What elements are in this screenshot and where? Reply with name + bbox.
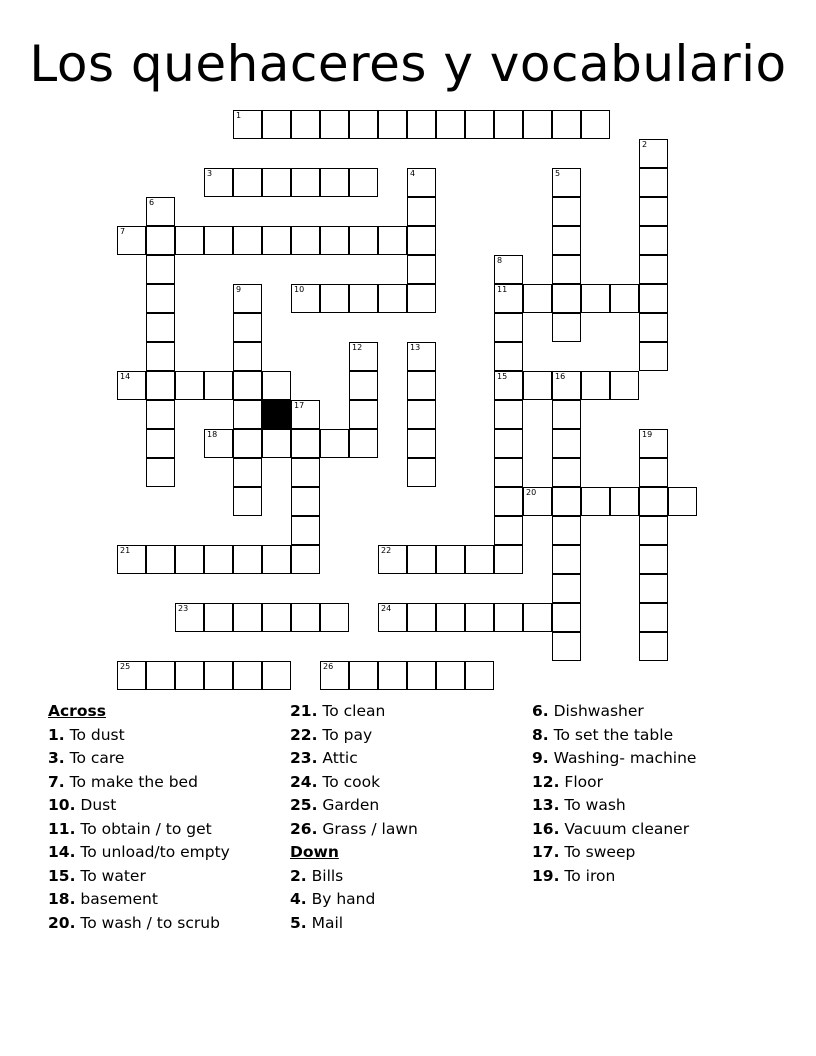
grid-cell[interactable] xyxy=(552,400,581,429)
grid-cell[interactable] xyxy=(407,429,436,458)
grid-cell[interactable] xyxy=(639,429,668,458)
clue-item-number: 2. xyxy=(290,866,307,885)
grid-cell[interactable] xyxy=(146,400,175,429)
grid-cell[interactable] xyxy=(233,342,262,371)
grid-cell[interactable] xyxy=(494,603,523,632)
grid-cell[interactable] xyxy=(175,371,204,400)
grid-cell[interactable] xyxy=(552,603,581,632)
clue-item-text: Floor xyxy=(564,772,603,791)
grid-cell[interactable] xyxy=(639,168,668,197)
clue-item-text: Garden xyxy=(322,796,380,814)
clue-number: 3 xyxy=(207,169,213,178)
grid-cell[interactable] xyxy=(494,342,523,371)
grid-cell[interactable] xyxy=(204,603,233,632)
clue-item-number: 6. xyxy=(532,702,549,720)
grid-cell[interactable] xyxy=(320,661,349,690)
clue-number: 12 xyxy=(352,343,363,352)
clue-number: 22 xyxy=(381,546,392,555)
grid-cell[interactable] xyxy=(523,371,552,400)
clue-item-number: 26. xyxy=(290,819,318,838)
clue-number: 1 xyxy=(236,111,242,120)
clue-item xyxy=(290,888,418,912)
grid-cell[interactable] xyxy=(407,110,436,139)
clue-item xyxy=(532,771,696,795)
grid-cell[interactable] xyxy=(262,429,291,458)
clue-item-number: 12. xyxy=(532,772,560,791)
clue-item xyxy=(48,818,230,842)
clue-item-number: 13. xyxy=(532,796,560,814)
grid-cell[interactable] xyxy=(320,603,349,632)
grid-cell[interactable] xyxy=(291,284,320,313)
grid-cell[interactable] xyxy=(581,487,610,516)
clue-item-number: 5. xyxy=(290,913,307,932)
grid-block xyxy=(262,400,291,429)
clue-item xyxy=(532,794,696,818)
clue-number: 17 xyxy=(294,401,305,410)
grid-cell[interactable] xyxy=(552,545,581,574)
grid-cell[interactable] xyxy=(291,545,320,574)
grid-cell[interactable] xyxy=(291,487,320,516)
grid-cell[interactable] xyxy=(204,168,233,197)
clue-item-text: To clean xyxy=(322,702,386,720)
clue-item xyxy=(532,747,696,771)
grid-cell[interactable] xyxy=(552,197,581,226)
clue-item-number: 18. xyxy=(48,890,76,908)
grid-cell[interactable] xyxy=(175,226,204,255)
grid-cell[interactable] xyxy=(320,226,349,255)
grid-cell[interactable] xyxy=(552,487,581,516)
grid-cell[interactable] xyxy=(349,429,378,458)
grid-cell[interactable] xyxy=(407,197,436,226)
clue-number: 4 xyxy=(410,169,416,178)
clue-item-number: 20. xyxy=(48,913,76,932)
grid-cell[interactable] xyxy=(291,110,320,139)
clue-number: 2 xyxy=(642,140,648,149)
grid-cell[interactable] xyxy=(349,226,378,255)
clue-item-text: To cook xyxy=(322,772,381,791)
grid-cell[interactable] xyxy=(581,371,610,400)
grid-cell[interactable] xyxy=(407,255,436,284)
grid-cell[interactable] xyxy=(146,313,175,342)
grid-cell[interactable] xyxy=(639,632,668,661)
grid-cell[interactable] xyxy=(639,487,668,516)
grid-cell[interactable] xyxy=(233,400,262,429)
grid-cell[interactable] xyxy=(639,574,668,603)
grid-cell[interactable] xyxy=(378,110,407,139)
grid-cell[interactable] xyxy=(262,661,291,690)
clue-item xyxy=(290,700,418,724)
grid-cell[interactable] xyxy=(552,516,581,545)
clue-number: 16 xyxy=(555,372,566,381)
grid-cell[interactable] xyxy=(262,545,291,574)
clue-item-number: 17. xyxy=(532,843,560,861)
clue-item xyxy=(48,888,230,912)
grid-cell[interactable] xyxy=(233,313,262,342)
grid-cell[interactable] xyxy=(262,371,291,400)
clue-item-number: 10. xyxy=(48,796,76,814)
clue-number: 7 xyxy=(120,227,126,236)
grid-cell[interactable] xyxy=(233,661,262,690)
clue-item-text: To pay xyxy=(322,725,373,744)
clue-item xyxy=(532,865,696,889)
clue-number: 15 xyxy=(497,372,508,381)
grid-cell[interactable] xyxy=(668,487,697,516)
grid-cell[interactable] xyxy=(436,603,465,632)
clue-number: 10 xyxy=(294,285,305,294)
clue-item xyxy=(290,771,418,795)
grid-cell[interactable] xyxy=(407,226,436,255)
grid-cell[interactable] xyxy=(639,603,668,632)
grid-cell[interactable] xyxy=(639,226,668,255)
clue-item xyxy=(48,912,230,936)
clue-number: 26 xyxy=(323,662,334,671)
clue-item-text: To dust xyxy=(69,725,125,744)
grid-cell[interactable] xyxy=(204,371,233,400)
grid-cell[interactable] xyxy=(494,255,523,284)
grid-cell[interactable] xyxy=(146,255,175,284)
clues-column-2 xyxy=(290,700,418,935)
grid-cell[interactable] xyxy=(494,429,523,458)
clues-column-1 xyxy=(48,700,230,935)
grid-cell[interactable] xyxy=(552,313,581,342)
clue-item xyxy=(48,747,230,771)
clue-item xyxy=(290,865,418,889)
grid-cell[interactable] xyxy=(407,371,436,400)
clue-item-number: 14. xyxy=(48,843,76,861)
grid-cell[interactable] xyxy=(639,516,668,545)
grid-cell[interactable] xyxy=(262,226,291,255)
clue-item-text: To make the bed xyxy=(69,772,198,791)
grid-cell[interactable] xyxy=(407,545,436,574)
grid-cell[interactable] xyxy=(291,429,320,458)
clue-item-number: 25. xyxy=(290,796,318,814)
grid-cell[interactable] xyxy=(494,371,523,400)
grid-cell[interactable] xyxy=(552,284,581,313)
clue-item-text: To obtain / to get xyxy=(80,819,212,838)
grid-cell[interactable] xyxy=(233,603,262,632)
grid-cell[interactable] xyxy=(610,284,639,313)
grid-cell[interactable] xyxy=(146,342,175,371)
grid-cell[interactable] xyxy=(146,458,175,487)
grid-cell[interactable] xyxy=(146,226,175,255)
grid-cell[interactable] xyxy=(320,110,349,139)
grid-cell[interactable] xyxy=(349,284,378,313)
clue-item-text: To iron xyxy=(564,866,616,885)
clue-item xyxy=(532,841,696,865)
clue-item-number: 16. xyxy=(532,819,560,838)
down-header: Down xyxy=(290,843,339,861)
clue-item-text: By hand xyxy=(311,890,376,908)
grid-cell[interactable] xyxy=(349,110,378,139)
clue-item-text: To unload/to empty xyxy=(80,843,230,861)
clue-item-number: 7. xyxy=(48,772,65,791)
clue-number: 21 xyxy=(120,546,131,555)
grid-cell[interactable] xyxy=(552,458,581,487)
grid-cell[interactable] xyxy=(233,110,262,139)
clue-item-number: 15. xyxy=(48,866,76,885)
grid-cell[interactable] xyxy=(233,284,262,313)
clue-item xyxy=(48,724,230,748)
clue-number: 18 xyxy=(207,430,218,439)
clue-item-text: To care xyxy=(69,749,125,767)
clue-item-text: To wash / to scrub xyxy=(80,913,220,932)
clue-item-text: Grass / lawn xyxy=(322,819,418,838)
clue-item-text: To set the table xyxy=(553,725,674,744)
clue-number: 11 xyxy=(497,285,508,294)
clue-number: 5 xyxy=(555,169,561,178)
clue-number: 19 xyxy=(642,430,653,439)
grid-cell[interactable] xyxy=(378,603,407,632)
grid-cell[interactable] xyxy=(552,110,581,139)
grid-cell[interactable] xyxy=(581,284,610,313)
clue-item-text: Mail xyxy=(311,913,344,932)
clue-item xyxy=(532,724,696,748)
grid-cell[interactable] xyxy=(291,516,320,545)
grid-cell[interactable] xyxy=(204,545,233,574)
clue-item-number: 23. xyxy=(290,749,318,767)
grid-cell[interactable] xyxy=(233,226,262,255)
clue-item-number: 24. xyxy=(290,772,318,791)
grid-cell[interactable] xyxy=(378,661,407,690)
grid-cell[interactable] xyxy=(320,284,349,313)
grid-cell[interactable] xyxy=(407,603,436,632)
grid-cell[interactable] xyxy=(436,661,465,690)
grid-cell[interactable] xyxy=(175,661,204,690)
clue-item xyxy=(48,865,230,889)
grid-cell[interactable] xyxy=(146,371,175,400)
grid-cell[interactable] xyxy=(639,139,668,168)
clue-item xyxy=(290,724,418,748)
clue-number: 23 xyxy=(178,604,189,613)
grid-cell[interactable] xyxy=(494,110,523,139)
grid-cell[interactable] xyxy=(233,168,262,197)
clue-item-text: Attic xyxy=(322,749,358,767)
grid-cell[interactable] xyxy=(204,661,233,690)
grid-cell[interactable] xyxy=(523,603,552,632)
clue-item xyxy=(290,747,418,771)
grid-cell[interactable] xyxy=(320,429,349,458)
grid-cell[interactable] xyxy=(494,516,523,545)
clue-item-text: Dishwasher xyxy=(553,702,644,720)
clue-item-text: Dust xyxy=(80,796,117,814)
grid-cell[interactable] xyxy=(233,371,262,400)
grid-cell[interactable] xyxy=(465,545,494,574)
clue-number: 9 xyxy=(236,285,242,294)
grid-cell[interactable] xyxy=(349,400,378,429)
grid-cell[interactable] xyxy=(610,487,639,516)
grid-cell[interactable] xyxy=(262,168,291,197)
grid-cell[interactable] xyxy=(639,458,668,487)
grid-cell[interactable] xyxy=(407,284,436,313)
clue-item-text: Bills xyxy=(311,866,344,885)
grid-cell[interactable] xyxy=(494,545,523,574)
grid-cell[interactable] xyxy=(204,429,233,458)
grid-cell[interactable] xyxy=(552,168,581,197)
grid-cell[interactable] xyxy=(378,226,407,255)
grid-cell[interactable] xyxy=(523,284,552,313)
grid-cell[interactable] xyxy=(378,284,407,313)
clue-number: 14 xyxy=(120,372,131,381)
clue-number: 6 xyxy=(149,198,155,207)
clue-item xyxy=(48,794,230,818)
grid-cell[interactable] xyxy=(175,603,204,632)
grid-cell[interactable] xyxy=(639,197,668,226)
grid-cell[interactable] xyxy=(552,632,581,661)
grid-cell[interactable] xyxy=(436,110,465,139)
clue-item-number: 3. xyxy=(48,749,65,767)
clue-item xyxy=(290,794,418,818)
across-header: Across xyxy=(48,702,106,720)
grid-cell[interactable] xyxy=(552,255,581,284)
grid-cell[interactable] xyxy=(407,342,436,371)
grid-cell[interactable] xyxy=(204,226,233,255)
grid-cell[interactable] xyxy=(407,400,436,429)
grid-cell[interactable] xyxy=(523,110,552,139)
grid-cell[interactable] xyxy=(291,168,320,197)
grid-cell[interactable] xyxy=(320,168,349,197)
grid-cell[interactable] xyxy=(175,545,204,574)
clue-item-text: basement xyxy=(80,890,158,908)
clue-item xyxy=(532,700,696,724)
grid-cell[interactable] xyxy=(117,371,146,400)
clue-item-number: 4. xyxy=(290,890,307,908)
grid-cell[interactable] xyxy=(349,371,378,400)
grid-cell[interactable] xyxy=(610,371,639,400)
page-title: Los quehaceres y vocabulario xyxy=(29,35,787,93)
clue-item-text: Vacuum cleaner xyxy=(564,819,690,838)
clue-item-number: 1. xyxy=(48,725,65,744)
grid-cell[interactable] xyxy=(552,574,581,603)
grid-cell[interactable] xyxy=(146,429,175,458)
grid-cell[interactable] xyxy=(233,545,262,574)
grid-cell[interactable] xyxy=(407,168,436,197)
grid-cell[interactable] xyxy=(639,342,668,371)
clue-item xyxy=(290,818,418,842)
grid-cell[interactable] xyxy=(233,429,262,458)
clue-number: 24 xyxy=(381,604,392,613)
grid-cell[interactable] xyxy=(378,545,407,574)
clue-item xyxy=(290,912,418,936)
grid-cell[interactable] xyxy=(233,487,262,516)
grid-cell[interactable] xyxy=(291,458,320,487)
grid-cell[interactable] xyxy=(639,313,668,342)
clue-item-number: 19. xyxy=(532,866,560,885)
clue-item xyxy=(48,771,230,795)
clue-item-text: To sweep xyxy=(564,843,636,861)
clue-item xyxy=(48,841,230,865)
grid-cell[interactable] xyxy=(494,313,523,342)
grid-cell[interactable] xyxy=(291,400,320,429)
clue-item-number: 22. xyxy=(290,725,318,744)
grid-cell[interactable] xyxy=(349,342,378,371)
grid-cell[interactable] xyxy=(349,661,378,690)
grid-cell[interactable] xyxy=(407,661,436,690)
clue-item-number: 9. xyxy=(532,749,549,767)
grid-cell[interactable] xyxy=(349,168,378,197)
grid-cell[interactable] xyxy=(436,545,465,574)
grid-cell[interactable] xyxy=(581,110,610,139)
clue-number: 20 xyxy=(526,488,537,497)
clue-number: 25 xyxy=(120,662,131,671)
grid-cell[interactable] xyxy=(494,284,523,313)
grid-cell[interactable] xyxy=(233,458,262,487)
clue-number: 13 xyxy=(410,343,421,352)
clue-item xyxy=(532,818,696,842)
grid-cell[interactable] xyxy=(552,429,581,458)
grid-cell[interactable] xyxy=(494,458,523,487)
grid-cell[interactable] xyxy=(291,603,320,632)
grid-cell[interactable] xyxy=(465,110,494,139)
grid-cell[interactable] xyxy=(117,545,146,574)
grid-cell[interactable] xyxy=(146,197,175,226)
clue-item-text: Washing- machine xyxy=(553,749,697,767)
grid-cell[interactable] xyxy=(465,603,494,632)
grid-cell[interactable] xyxy=(146,284,175,313)
clue-item-number: 8. xyxy=(532,725,549,744)
grid-cell[interactable] xyxy=(552,371,581,400)
grid-cell[interactable] xyxy=(494,487,523,516)
grid-cell[interactable] xyxy=(146,661,175,690)
grid-cell[interactable] xyxy=(552,226,581,255)
clue-item-number: 11. xyxy=(48,819,76,838)
clue-number: 8 xyxy=(497,256,503,265)
grid-cell[interactable] xyxy=(262,110,291,139)
grid-cell[interactable] xyxy=(639,255,668,284)
grid-cell[interactable] xyxy=(523,487,552,516)
grid-cell[interactable] xyxy=(117,661,146,690)
clue-item-text: To wash xyxy=(564,796,626,814)
grid-cell[interactable] xyxy=(494,400,523,429)
clue-item-number: 21. xyxy=(290,702,318,720)
grid-cell[interactable] xyxy=(117,226,146,255)
clue-item-text: To water xyxy=(80,866,146,885)
grid-cell[interactable] xyxy=(639,284,668,313)
grid-cell[interactable] xyxy=(291,226,320,255)
grid-cell[interactable] xyxy=(639,545,668,574)
grid-cell[interactable] xyxy=(262,603,291,632)
grid-cell[interactable] xyxy=(146,545,175,574)
grid-cell[interactable] xyxy=(465,661,494,690)
grid-cell[interactable] xyxy=(407,458,436,487)
clues-column-3 xyxy=(532,700,696,888)
